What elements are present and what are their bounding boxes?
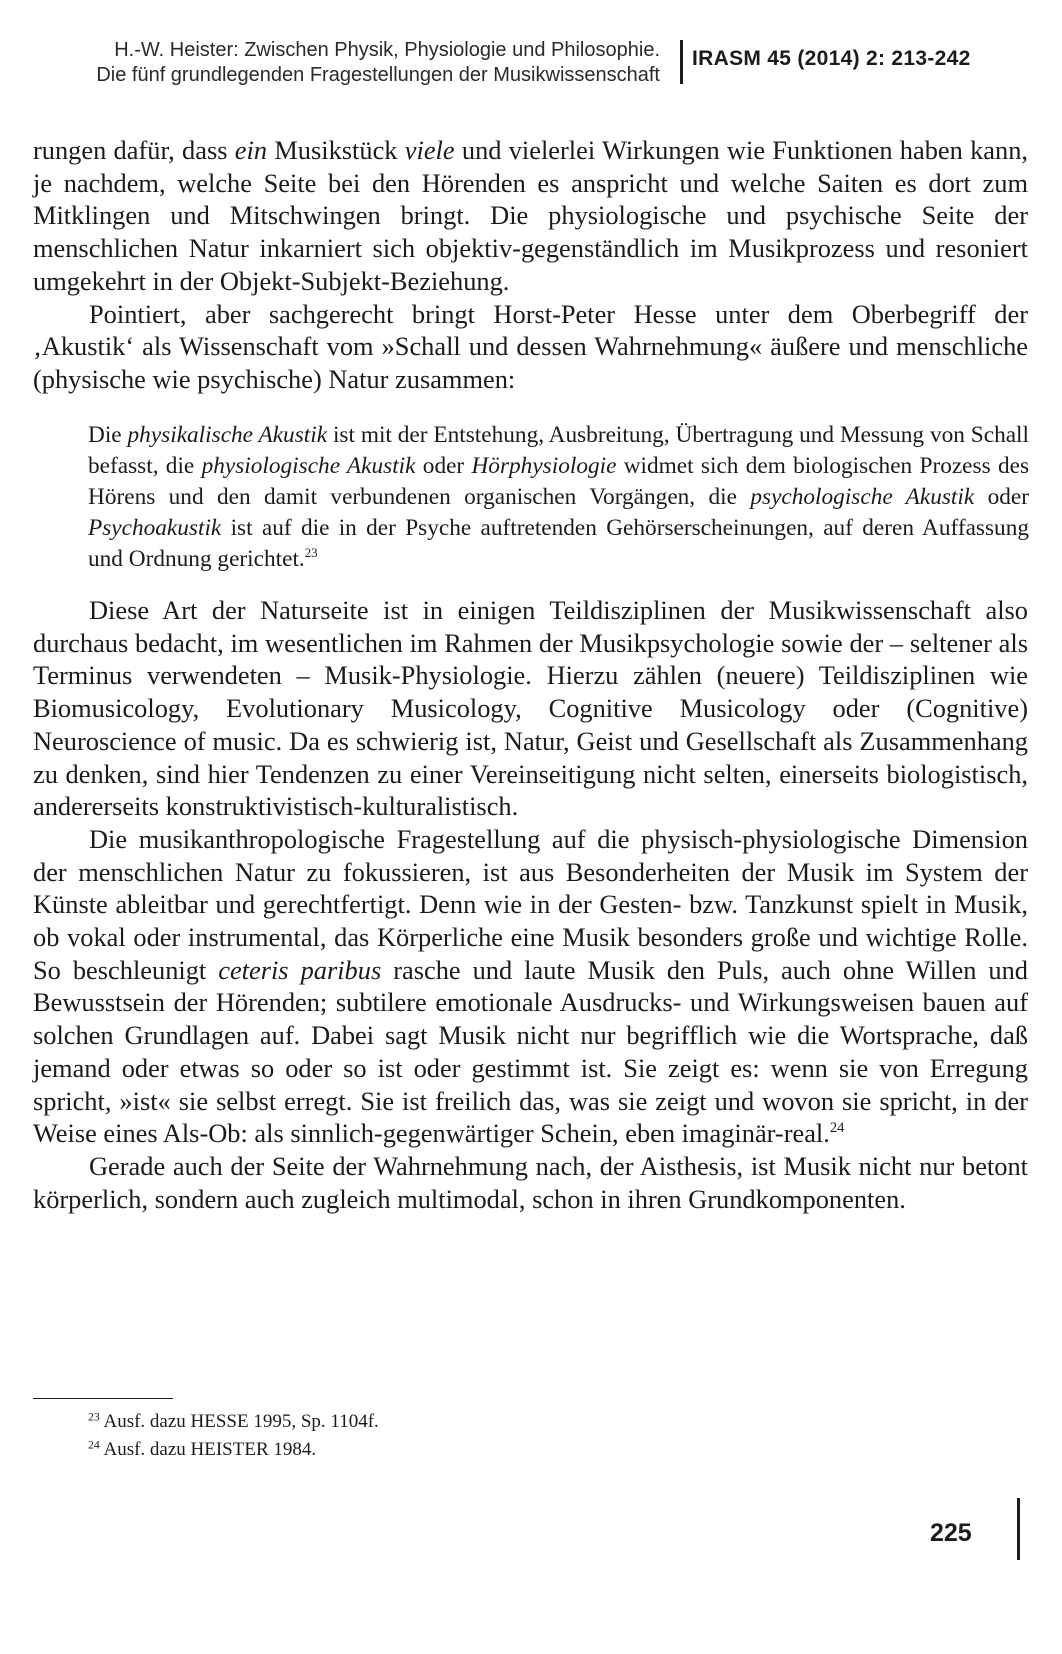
header-divider (680, 40, 683, 84)
paragraph-5: Gerade auch der Seite der Wahrnehmung nach, der Aisthesis, ist Musik nicht nur betont körperlich, sondern auch zugleich multimodal, schon in ihren Grundkomponenten. (33, 1150, 1028, 1214)
footnote-number: 24 (88, 1438, 100, 1452)
footnote-ref-23[interactable]: 23 (304, 546, 318, 561)
text-span: und vielerlei Wirkungen wie Funktionen haben kann, je nachdem, welche Seite bei den Hörenden es anspricht und welche Saiten es dort zum Mitklingen und Mitschwingen bringt. Die physiologische und psychische Seite der menschlichen Natur inkarniert sich objektiv-gegenständlich im Musikprozess und resoniert umgekehrt in der Objekt-Subjekt-Beziehung. (33, 135, 1028, 296)
footnote-23 (88, 1408, 379, 1436)
text-span: rasche und laute Musik den Puls, auch ohne Willen und Bewusstsein der Hörenden; subtilere emotionale Ausdrucks- und Wirkungsweisen bauen auf solchen Grundlagen auf. Dabei sagt Musik nicht nur begrifflich wie die Wortsprache, daß jemand oder etwas so oder so ist oder gestimmt ist. Sie zeigt es: wenn sie von Erregung spricht, »ist« sie selbst erregt. Sie ist freilich das, was sie zeigt und wovon sie spricht, in der Weise eines Als-Ob: als sinnlich-gegenwärtiger Schein, eben imaginär-real. (33, 954, 1028, 1149)
paragraph-2: Pointiert, aber sachgerecht bringt Horst-Peter Hesse unter dem Oberbegriff der ‚Akustik‘ als Wissenschaft vom »Schall und dessen Wahrnehmung« äußere und menschliche (physische wie psychische) Natur zusammen: (33, 298, 1028, 394)
footnote-text: Ausf. dazu HEISTER 1984. (103, 1439, 317, 1460)
journal-citation: IRASM 45 (2014) 2: 213-242 (692, 47, 971, 70)
paragraph-4 (33, 823, 1028, 1150)
page-number-divider (1017, 1498, 1020, 1560)
body-text-top (33, 134, 1028, 396)
emphasis: viele (404, 135, 455, 165)
text-span: rungen dafür, dass (33, 135, 235, 165)
footnote-24 (88, 1436, 379, 1464)
running-header-title (40, 38, 660, 88)
footnotes (88, 1408, 379, 1464)
text-span: ist mit der Entstehung, Ausbreitung, Übertragung und Messung von Schall befasst, die (88, 422, 1030, 479)
body-text-bottom (33, 594, 1028, 1215)
emphasis: physiologische Akustik (201, 453, 416, 479)
emphasis: Psychoakustik (88, 515, 222, 541)
text-span: oder (415, 453, 472, 479)
text-span: Die musikanthropologische Fragestellung auf die physisch-physiologische Dimension der menschlichen Natur zu fokussieren, ist aus Besonderheiten der Musik im System der Künste ableitbar und gerechtfertigt. Denn wie in der Gesten- bzw. Tanzkunst spielt in Musik, ob vokal oder instrumental, das Körperliche eine Musik besonders große und wichtige Rolle. So beschleunigt (33, 823, 1028, 985)
text-span: oder (974, 484, 1029, 510)
running-header-line-1: H.-W. Heister: Zwischen Physik, Physiologie und Philosophie. (114, 39, 660, 61)
text-span: Musikstück (267, 135, 405, 165)
footnote-divider (33, 1398, 173, 1399)
emphasis: psychologische Akustik (750, 484, 975, 510)
emphasis: ceteris paribus (218, 954, 382, 985)
paragraph-1 (33, 134, 1028, 298)
footnote-ref-24[interactable]: 24 (829, 1120, 845, 1137)
emphasis: Hörphysiologie (471, 453, 617, 479)
footnote-text: Ausf. dazu HESSE 1995, Sp. 1104f. (103, 1411, 379, 1432)
emphasis: ein (234, 135, 268, 165)
block-quote (88, 420, 1029, 575)
page-number: 225 (930, 1519, 972, 1547)
text-span: Die (88, 422, 128, 448)
text-span: ist auf die in der Psyche auftretenden Gehörserscheinungen, auf deren Auffassung und Ordnung gerichtet. (88, 515, 1029, 572)
paragraph-3: Diese Art der Naturseite ist in einigen Teildisziplinen der Musikwissenschaft also durchaus bedacht, im wesentlichen im Rahmen der Musikpsychologie sowie der – seltener als Terminus verwendeten – Musik-Physiologie. Hierzu zählen (neuere) Teildisziplinen wie Biomusicology, Evolutionary Musicology, Cognitive Musicology oder (Cognitive) Neuroscience of music. Da es schwierig ist, Natur, Geist und Gesellschaft als Zusammenhang zu denken, sind hier Tendenzen zu einer Vereinseitigung nicht selten, einerseits biologistisch, andererseits konstruktivistisch-kulturalistisch. (33, 595, 1028, 822)
running-header-line-2: Die fünf grundlegenden Fragestellungen der Musikwissenschaft (96, 64, 660, 86)
footnote-number: 23 (88, 1410, 100, 1424)
emphasis: physikalische Akustik (127, 422, 328, 448)
text-span: widmet sich dem biologischen Prozess des Hörens und den damit verbundenen organischen Vorgängen, die (88, 453, 1030, 510)
